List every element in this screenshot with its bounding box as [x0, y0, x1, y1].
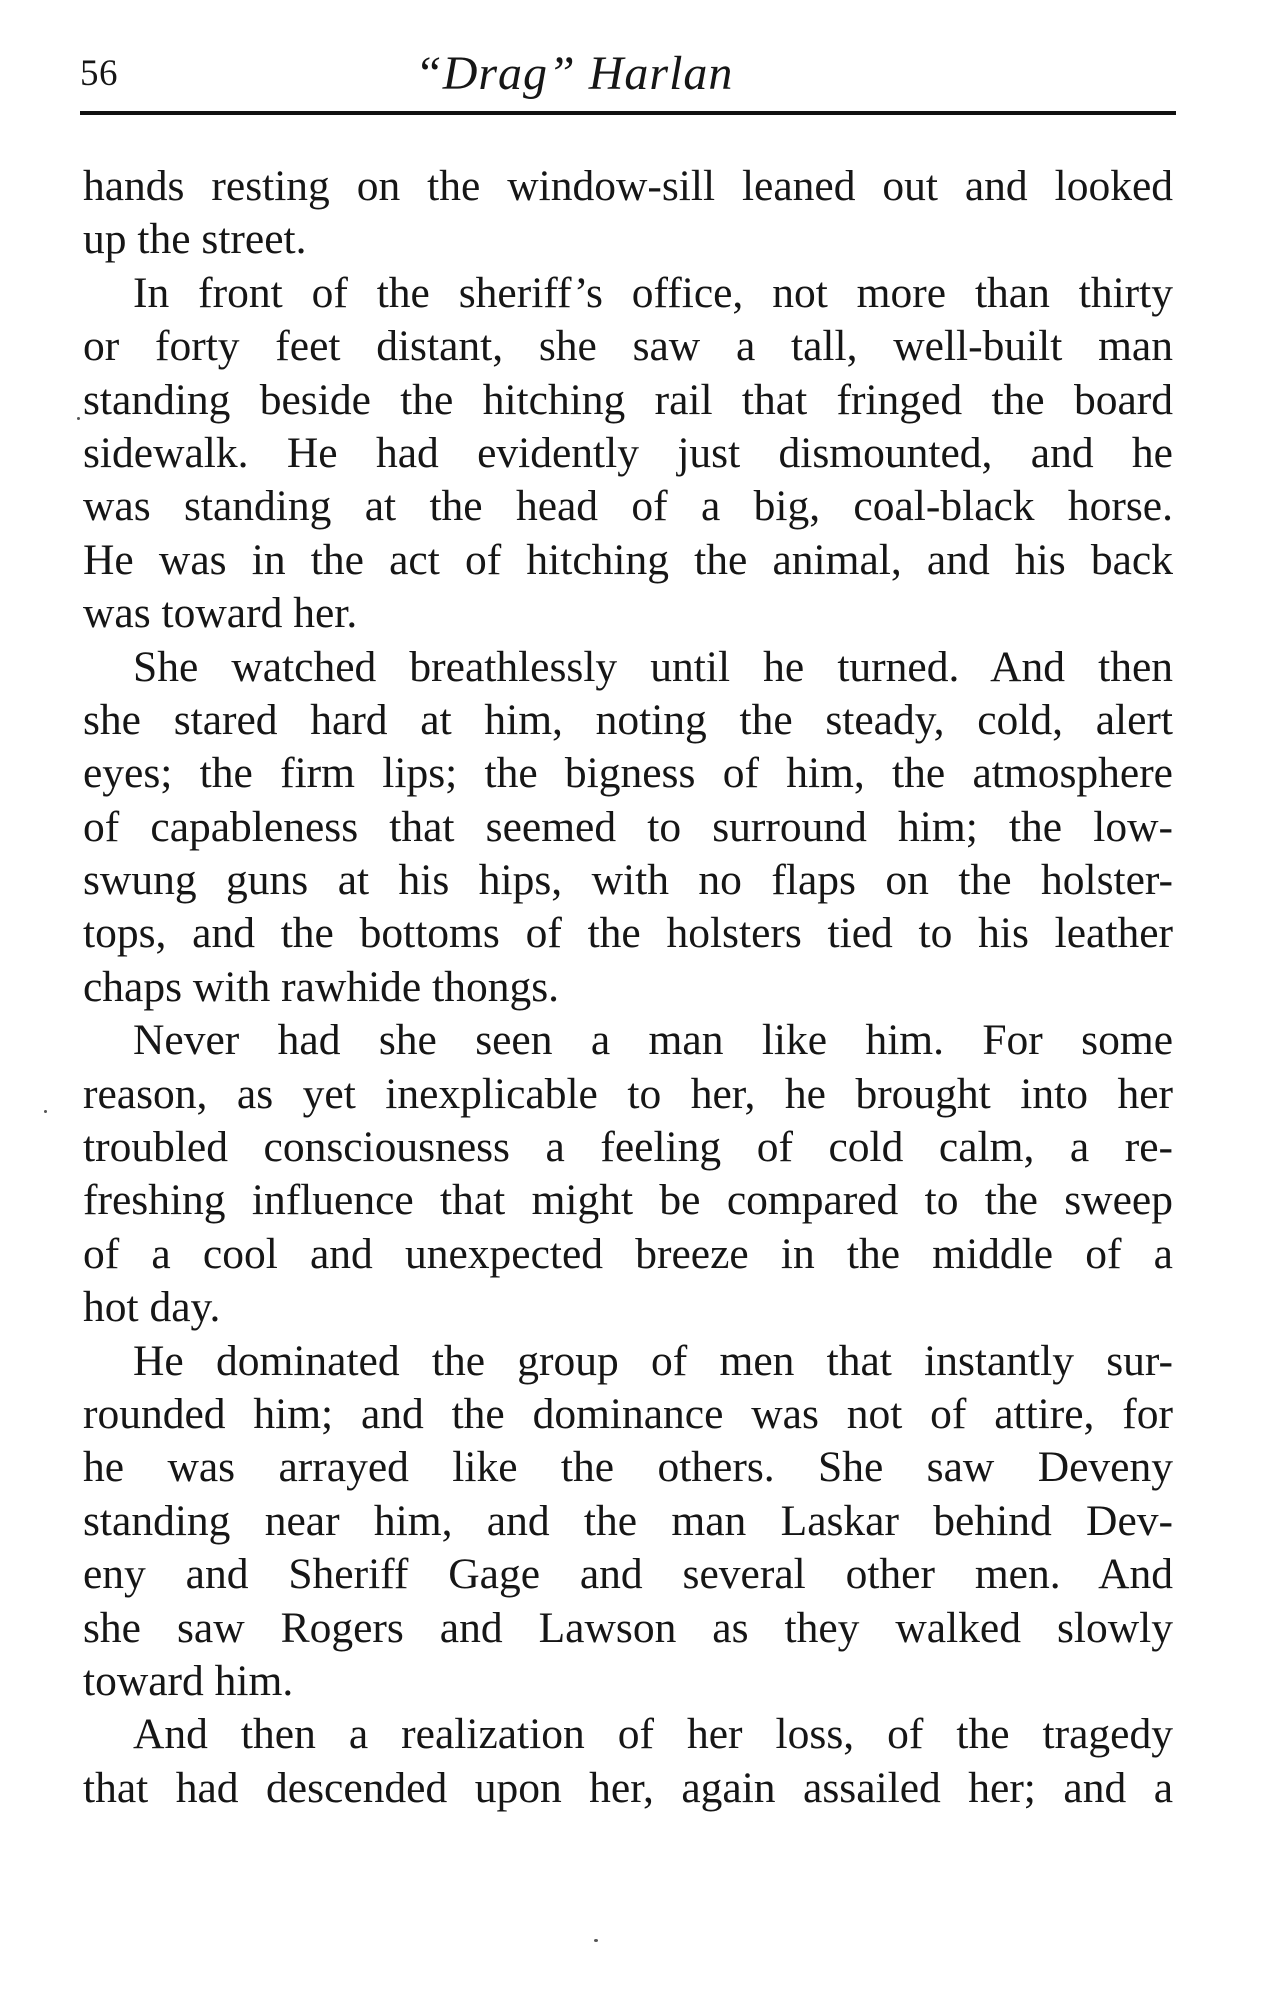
paragraph-first-line: And then a realization of her loss, of the tragedy [133, 1710, 1173, 1759]
text-line: that had descended upon her, again assailed her; and a [83, 1763, 1173, 1812]
scan-speck [77, 417, 80, 420]
paragraph-first-line: In front of the sheriff’s office, not more than thirty [133, 268, 1173, 317]
paragraph-first-line: She watched breathlessly until he turned. And then [133, 642, 1173, 691]
text-line: reason, as yet inexplicable to her, he brought into her [83, 1069, 1173, 1118]
text-line: of capableness that seemed to surround him; the low- [83, 802, 1173, 851]
page-number: 56 [80, 53, 118, 94]
text-line: He was in the act of hitching the animal, and his back [83, 535, 1173, 584]
paragraph-first-line: Never had she seen a man like him. For some [133, 1016, 1173, 1065]
header-rule [80, 111, 1176, 115]
running-title: “Drag” Harlan [415, 47, 734, 100]
text-line: toward him. [83, 1656, 294, 1705]
text-line: hot day. [83, 1283, 221, 1332]
text-line: she stared hard at him, noting the steady, cold, alert [83, 695, 1173, 744]
text-line: hands resting on the window-sill leaned out and looked [83, 162, 1173, 210]
text-line: he was arrayed like the others. She saw Deveny [83, 1443, 1173, 1492]
text-line: was standing at the head of a big, coal-black horse. [83, 482, 1173, 531]
text-line: of a cool and unexpected breeze in the middle of a [83, 1229, 1173, 1278]
text-line: up the street. [83, 215, 307, 264]
body-text [83, 160, 1173, 1815]
text-line: was toward her. [83, 589, 358, 638]
text-line: eyes; the firm lips; the bigness of him, the atmosphere [83, 749, 1173, 798]
text-line: troubled consciousness a feeling of cold calm, a re- [83, 1123, 1173, 1172]
text-line: rounded him; and the dominance was not of attire, for [83, 1389, 1173, 1438]
text-line: standing near him, and the man Laskar behind Dev- [83, 1496, 1173, 1545]
text-line: swung guns at his hips, with no flaps on the holster- [83, 856, 1173, 905]
page-header [80, 38, 1176, 98]
text-line: eny and Sheriff Gage and several other men. And [83, 1550, 1173, 1599]
text-line: freshing influence that might be compared to the sweep [83, 1176, 1173, 1225]
paragraph-first-line: He dominated the group of men that instantly sur- [133, 1336, 1173, 1385]
text-line: sidewalk. He had evidently just dismounted, and he [83, 428, 1173, 477]
text-line: tops, and the bottoms of the holsters tied to his leather [83, 909, 1173, 958]
scan-speck [44, 1110, 47, 1113]
text-line: standing beside the hitching rail that fringed the board [83, 375, 1173, 424]
text-line: chaps with rawhide thongs. [83, 962, 559, 1011]
text-line: she saw Rogers and Lawson as they walked slowly [83, 1603, 1173, 1652]
scan-speck [594, 1939, 598, 1942]
text-line: or forty feet distant, she saw a tall, well-built man [83, 322, 1173, 371]
